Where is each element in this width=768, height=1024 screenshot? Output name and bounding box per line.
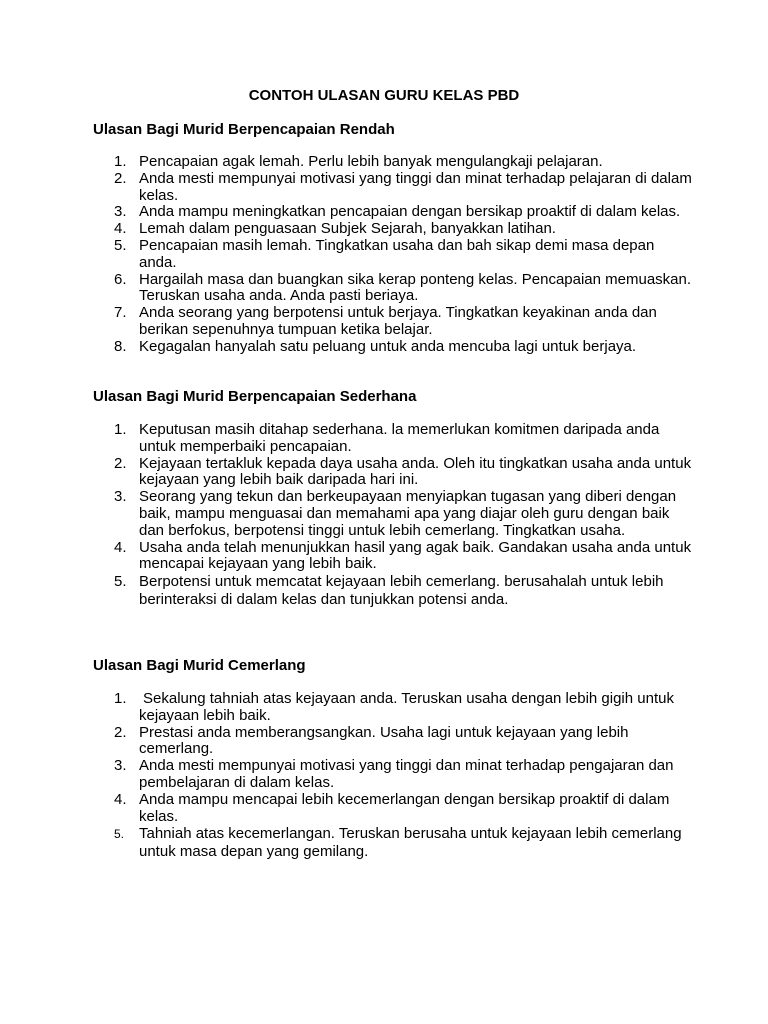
item-number: 3. bbox=[114, 757, 127, 775]
item-text: Kejayaan tertakluk kepada daya usaha anda. Oleh itu tingkatkan usaha anda untuk kejayaan yang lebih baik daripada hari ini. bbox=[139, 454, 692, 489]
section-berpencapaian-rendah bbox=[93, 121, 693, 356]
item-number: 1. bbox=[114, 153, 127, 170]
list-item bbox=[93, 792, 693, 826]
item-number: 4. bbox=[114, 538, 127, 556]
comment-list bbox=[93, 691, 693, 861]
list-item bbox=[93, 422, 693, 456]
item-text: Berpotensi untuk memcatat kejayaan lebih cemerlang. berusahalah untuk lebih berinteraksi di dalam kelas dan tunjukkan potensi anda. bbox=[139, 573, 664, 609]
item-number: 3. bbox=[114, 203, 127, 221]
section-heading: Ulasan Bagi Murid Berpencapaian Sederhana bbox=[93, 388, 417, 405]
item-number: 7. bbox=[114, 304, 127, 322]
comment-list bbox=[93, 154, 693, 356]
list-item bbox=[93, 154, 693, 171]
item-text: Lemah dalam penguasaan Subjek Sejarah, banyakkan latihan. bbox=[139, 220, 556, 238]
section-cemerlang bbox=[93, 657, 693, 861]
list-item bbox=[93, 573, 693, 609]
list-item bbox=[93, 825, 693, 861]
item-text: Anda mampu mencapai lebih kecemerlangan dengan bersikap proaktif di dalam kelas. bbox=[139, 790, 670, 825]
section-heading: Ulasan Bagi Murid Berpencapaian Rendah bbox=[93, 121, 395, 138]
item-text: Sekalung tahniah atas kejayaan anda. Teruskan usaha dengan lebih gigih untuk kejayaan lebih baik. bbox=[139, 690, 674, 724]
list-item bbox=[93, 305, 693, 339]
item-text: Pencapaian agak lemah. Perlu lebih banyak mengulangkaji pelajaran. bbox=[139, 153, 603, 170]
list-item bbox=[93, 204, 693, 221]
item-text: Pencapaian masih lemah. Tingkatkan usaha dan bah sikap demi masa depan anda. bbox=[139, 236, 655, 271]
item-text: Usaha anda telah menunjukkan hasil yang agak baik. Gandakan usaha anda untuk mencapai kejayaan yang lebih baik. bbox=[139, 538, 692, 573]
item-number: 5. bbox=[114, 573, 127, 591]
list-item bbox=[93, 489, 693, 539]
item-number: 5. bbox=[114, 236, 127, 254]
item-text: Anda mesti mempunyai motivasi yang tinggi dan minat terhadap pelajaran di dalam kelas. bbox=[139, 169, 692, 204]
list-item bbox=[93, 691, 693, 725]
item-number: 2. bbox=[114, 454, 127, 472]
item-number: 3. bbox=[114, 488, 127, 506]
item-number: 1. bbox=[114, 421, 127, 438]
section-heading: Ulasan Bagi Murid Cemerlang bbox=[93, 657, 306, 674]
list-item bbox=[93, 339, 693, 356]
document-title: CONTOH ULASAN GURU KELAS PBD bbox=[248, 87, 520, 104]
list-item bbox=[93, 272, 693, 306]
item-number: 4. bbox=[114, 790, 127, 808]
item-text: Anda mampu meningkatkan pencapaian dengan bersikap proaktif di dalam kelas. bbox=[139, 203, 681, 221]
item-text: Kegagalan hanyalah satu peluang untuk anda mencuba lagi untuk berjaya. bbox=[139, 337, 637, 355]
item-text: Hargailah masa dan buangkan sika kerap ponteng kelas. Pencapaian memuaskan. Teruskan usaha anda. Anda pasti beriaya. bbox=[139, 270, 692, 305]
item-number: 5. bbox=[114, 827, 125, 842]
list-item bbox=[93, 540, 693, 574]
item-text: Prestasi anda memberangsangkan. Usaha lagi untuk kejayaan yang lebih cemerlang. bbox=[139, 723, 629, 758]
item-text: Seorang yang tekun dan berkeupayaan menyiapkan tugasan yang diberi dengan baik, mampu menguasai dan memahami apa yang diajar oleh guru dengan baik dan berfokus, berpotensi tinggi untuk lebih cemerlang. Tingkatkan usaha. bbox=[139, 488, 677, 539]
list-item bbox=[93, 171, 693, 205]
item-number: 1. bbox=[114, 690, 127, 707]
list-item bbox=[93, 725, 693, 759]
item-number: 6. bbox=[114, 270, 127, 288]
item-number: 2. bbox=[114, 723, 127, 741]
section-berpencapaian-sederhana bbox=[93, 388, 693, 609]
item-text: Anda seorang yang berpotensi untuk berjaya. Tingkatkan keyakinan anda dan berikan sepenuhnya tumpuan ketika belajar. bbox=[139, 304, 657, 338]
list-item bbox=[93, 238, 693, 272]
comment-list bbox=[93, 422, 693, 609]
list-item bbox=[93, 456, 693, 490]
item-number: 2. bbox=[114, 169, 127, 187]
list-item bbox=[93, 758, 693, 792]
list-item bbox=[93, 221, 693, 238]
item-number: 8. bbox=[114, 337, 127, 355]
item-text: Keputusan masih ditahap sederhana. la memerlukan komitmen daripada anda untuk memperbaiki pencapaian. bbox=[139, 421, 660, 455]
item-text: Anda mesti mempunyai motivasi yang tinggi dan minat terhadap pengajaran dan pembelajaran di dalam kelas. bbox=[139, 757, 674, 791]
item-text: Tahniah atas kecemerlangan. Teruskan berusaha untuk kejayaan lebih cemerlang untuk masa depan yang gemilang. bbox=[139, 825, 682, 861]
item-number: 4. bbox=[114, 220, 127, 238]
